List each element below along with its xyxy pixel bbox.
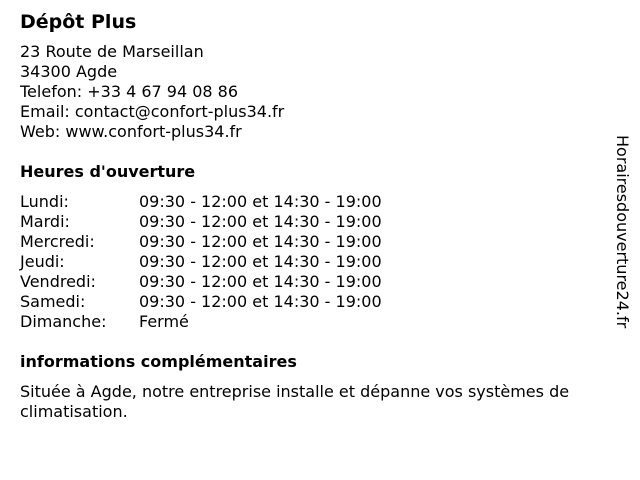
day-hours: 09:30 - 12:00 et 14:30 - 19:00 [139,232,382,251]
day-hours: Fermé [139,312,189,331]
phone-line: Telefon: +33 4 67 94 08 86 [20,82,239,101]
hours-row-thursday [20,252,620,272]
hours-row-monday [20,192,620,212]
address-line-2: 34300 Agde [20,62,118,81]
hours-row-saturday [20,292,620,312]
day-hours: 09:30 - 12:00 et 14:30 - 19:00 [139,212,382,231]
business-card [20,10,620,422]
day-label: Samedi: [20,292,86,311]
day-label: Dimanche: [20,312,107,331]
email-line: Email: contact@confort-plus34.fr [20,102,285,121]
day-label: Mardi: [20,212,70,231]
day-hours: 09:30 - 12:00 et 14:30 - 19:00 [139,252,382,271]
hours-row-wednesday [20,232,620,252]
opening-hours-heading: Heures d'ouverture [20,162,196,181]
day-label: Mercredi: [20,232,95,251]
day-hours: 09:30 - 12:00 et 14:30 - 19:00 [139,272,382,291]
hours-row-tuesday [20,212,620,232]
day-label: Vendredi: [20,272,96,291]
address-line-1: 23 Route de Marseillan [20,42,204,61]
business-name: Dépôt Plus [20,11,137,33]
hours-row-sunday [20,312,620,332]
web-line: Web: www.confort-plus34.fr [20,122,242,141]
additional-info-text: Située à Agde, notre entreprise installe et dépanne vos systèmes de climatisation. [20,382,570,421]
day-label: Jeudi: [20,252,65,271]
day-hours: 09:30 - 12:00 et 14:30 - 19:00 [139,292,382,311]
additional-info-heading: informations complémentaires [20,352,297,371]
opening-hours-table [20,192,620,332]
day-hours: 09:30 - 12:00 et 14:30 - 19:00 [139,192,382,211]
site-watermark: Horairesdouverture24.fr [613,135,632,329]
hours-row-friday [20,272,620,292]
day-label: Lundi: [20,192,69,211]
